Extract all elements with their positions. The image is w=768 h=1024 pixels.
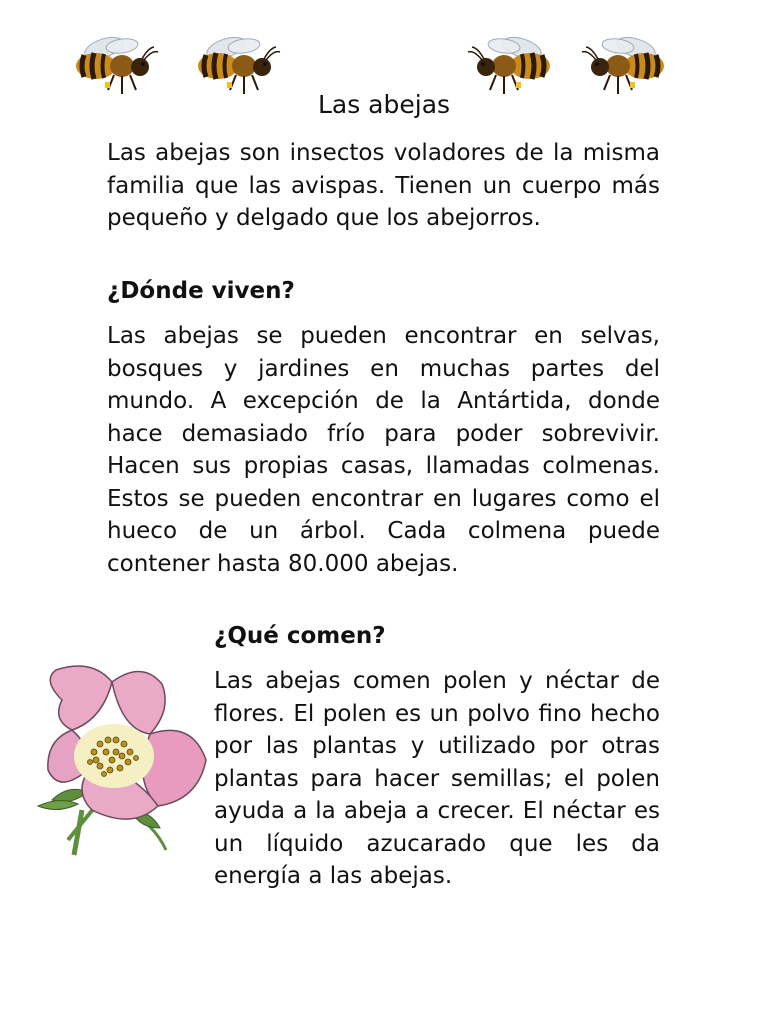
flower-icon	[32, 660, 212, 860]
intro-paragraph: Las abejas son insectos voladores de la misma familia que las avispas. Tienen un cuerpo más pequeño y delgado que los abejorros.	[107, 140, 660, 231]
section-body-habitat: Las abejas se pueden encontrar en selvas, bosques y jardines en muchas partes del mundo. A excepción de la Antártida, donde hace demasiado frío para poder sobrevivir. Hacen sus propias casas, llamadas colmenas. Estos se pueden encontrar en lugares como el hueco de un árbol. Cada colmena puede contener hasta 80.000 abejas.	[107, 323, 660, 577]
section-heading-diet: ¿Qué comen?	[214, 623, 386, 649]
page-title: Las abejas	[317, 90, 451, 119]
section-body-diet: Las abejas comen polen y néctar de flores. El polen es un polvo fino hecho por las plantas y utilizado por otras plantas para hacer semillas; el polen ayuda a la abeja a crecer. El néctar es un líquido azucarado que les da energía a las abejas.	[214, 668, 660, 889]
section-heading-habitat: ¿Dónde viven?	[107, 278, 295, 304]
